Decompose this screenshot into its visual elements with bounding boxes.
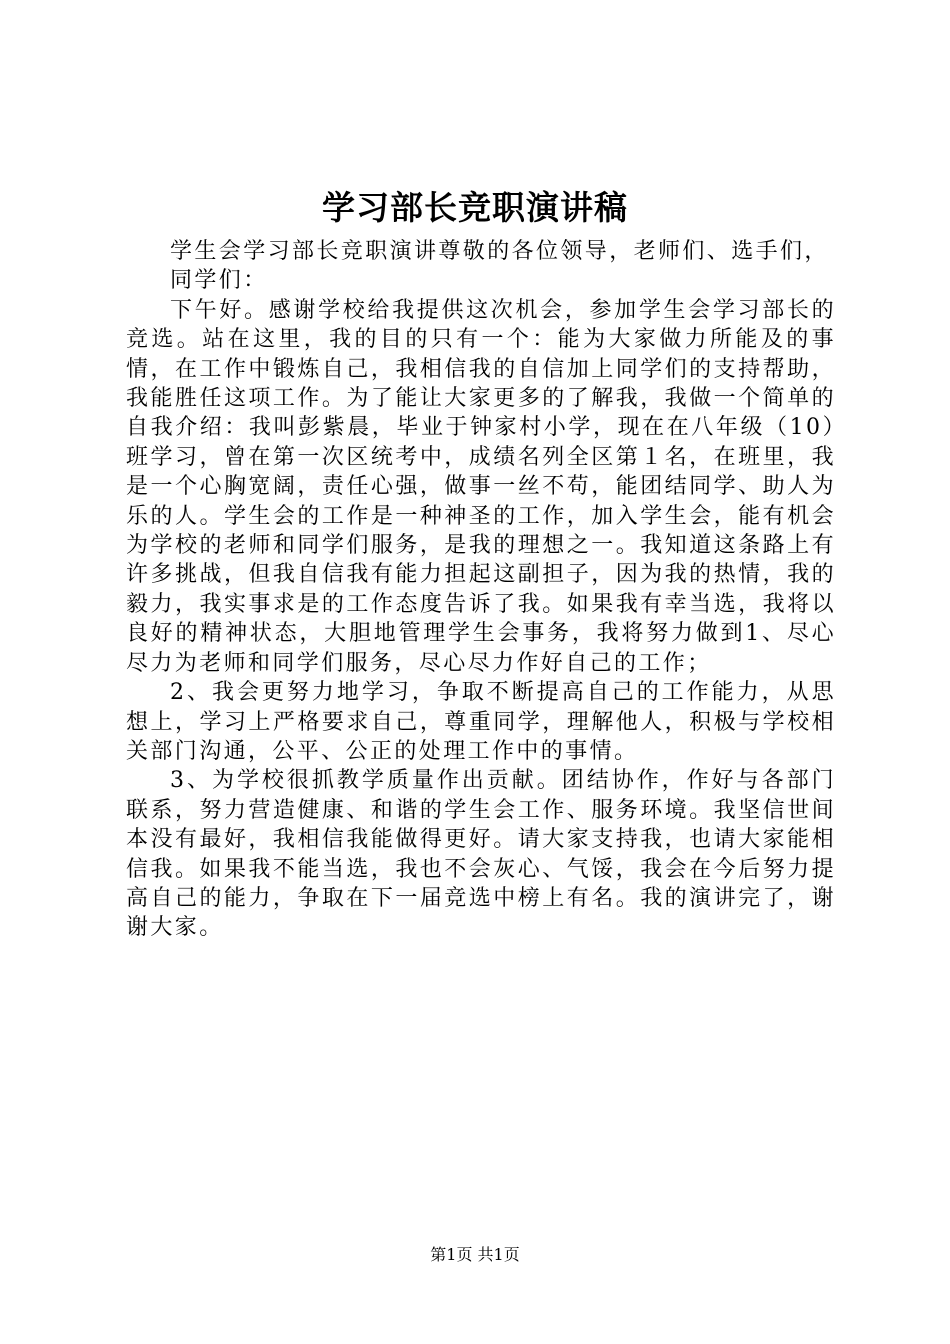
paragraph-introduction: 下午好。感谢学校给我提供这次机会，参加学生会学习部长的竞选。站在这里，我的目的只有一个：能为大家做力所能及的事情，在工作中锻炼自己，我相信我的自信加上同学们的支持帮助，我能胜任这项工作。为了能让大家更多的了解我，我做一个简单的自我介绍：我叫彭紫晨，毕业于钟家村小学，现在在八年级（10）班学习，曾在第一次区统考中，成绩名列全区第１名，在班里，我是一个心胸宽阔，责任心强，做事一丝不苟，能团结同学、助人为乐的人。学生会的工作是一种神圣的工作，加入学生会，能有机会为学校的老师和同学们服务，是我的理想之一。我知道这条路上有许多挑战，但我自信我有能力担起这副担子，因为我的热情，我的毅力，我实事求是的工作态度告诉了我。如果我有幸当选，我将以良好的精神状态，大胆地管理学生会事务，我将努力做到1、尽心尽力为老师和同学们服务，尽心尽力作好自己的工作； (126, 297, 836, 676)
document-title: 学习部长竞职演讲稿 (322, 188, 628, 227)
paragraph-point-two: 2、我会更努力地学习，争取不断提高自己的工作能力，从思想上，学习上严格要求自己，尊重同学，理解他人，积极与学校相关部门沟通，公平、公正的处理工作中的事情。 (126, 680, 836, 764)
document-body (126, 237, 836, 943)
paragraph-point-three: 3、为学校很抓教学质量作出贡献。团结协作，作好与各部门联系，努力营造健康、和谐的学生会工作、服务环境。我坚信世间本没有最好，我相信我能做得更好。请大家支持我，也请大家能相信我。如果我不能当选，我也不会灰心、气馁，我会在今后努力提高自己的能力，争取在下一届竞选中榜上有名。我的演讲完了，谢谢大家。 (126, 768, 836, 941)
page-number-footer: 第1页 共1页 (430, 1245, 520, 1264)
paragraph-greeting: 学生会学习部长竞职演讲尊敬的各位领导，老师们、选手们， (170, 239, 829, 264)
paragraph-salutation: 同学们： (170, 268, 268, 294)
